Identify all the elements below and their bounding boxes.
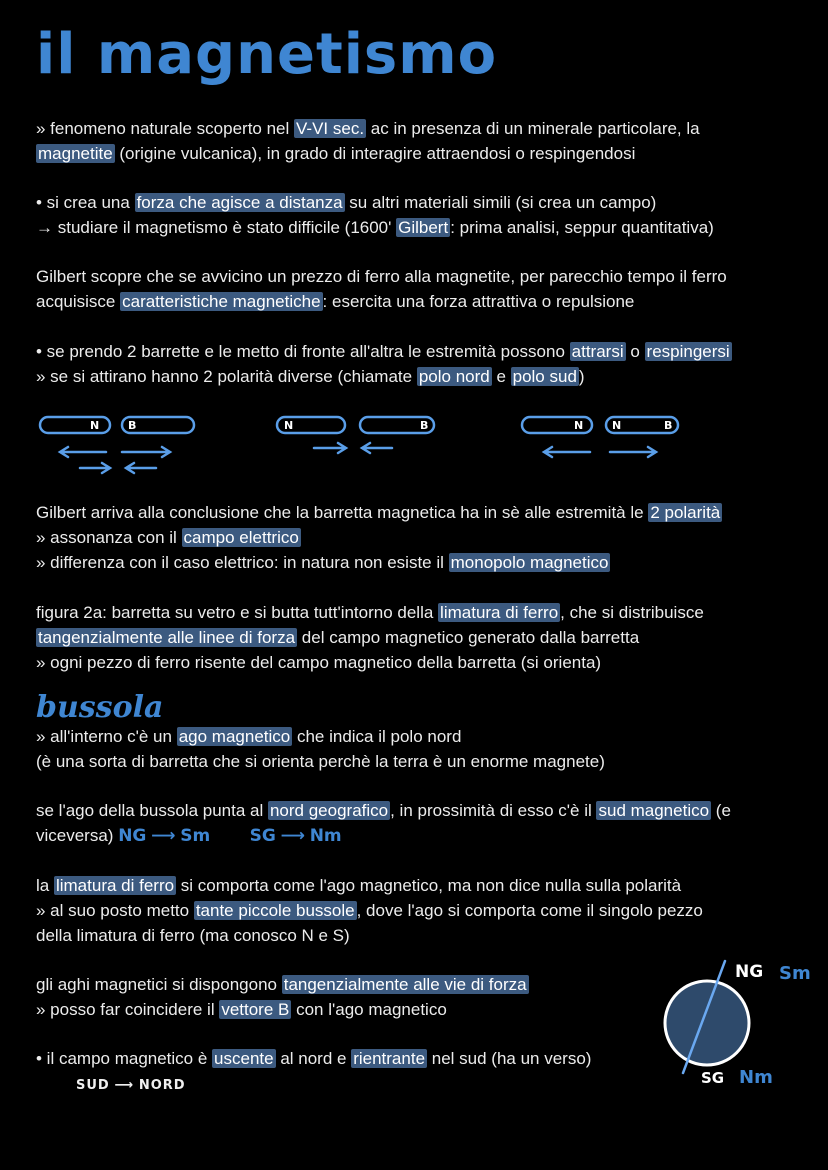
- highlight: sud magnetico: [598, 801, 710, 820]
- earth-circle: [665, 981, 749, 1065]
- highlight: campo elettrico: [183, 528, 299, 547]
- arrow-right-icon: ⟶: [280, 826, 305, 846]
- nord-label: NORD: [138, 1078, 186, 1093]
- arrow-left-icon: [544, 447, 590, 457]
- arrow-right-icon: ⟶: [114, 1078, 135, 1093]
- pole-label: N: [574, 419, 584, 432]
- arrow-right-icon: [122, 447, 170, 457]
- paragraph-figure: figura 2a: barretta su vetro e si butta tutt'intorno della limatura di ferro , che si distribuisce tangenzialmente alle linee di forza del campo magnetico generato dalla barretta » ogni pezzo di ferro risente del campo magnetico della barretta (si orienta): [36, 603, 704, 672]
- ng-label: NG: [118, 826, 147, 846]
- highlight: tangenzialmente alle vie di forza: [283, 975, 527, 994]
- arrow-left-icon: [362, 443, 392, 453]
- pole-label: B: [664, 419, 673, 432]
- paragraph-limatura: la limatura di ferro si comporta come l'ago magnetico, ma non dice nulla sulla polarità » al suo posto metto tante piccole bussole , dove l'ago si comporta come il singolo pezzo della limatura di ferro (ma conosco N e S): [36, 876, 703, 945]
- highlight: tante piccole bussole: [195, 901, 355, 920]
- arrow-right-icon: [314, 443, 346, 453]
- arrow-left-icon: [60, 447, 106, 457]
- pole-label: N: [612, 419, 622, 432]
- paragraph-verso: • il campo magnetico è uscente al nord e rientrante nel sud (ha un verso) SUD ⟶ NORD: [36, 1049, 592, 1093]
- highlight: V-VI sec.: [296, 119, 365, 138]
- sm-label: Sm: [180, 826, 211, 846]
- highlight: monopolo magnetico: [450, 553, 609, 572]
- section-title-bussola: bussola: [36, 690, 164, 725]
- paragraph-bussola: » all'interno c'è un ago magnetico che indica il polo nord (è una sorta di barretta che si orienta perchè la terra è un enorme magnete): [36, 727, 605, 771]
- highlight: magnetite: [38, 144, 113, 163]
- pole-label: B: [128, 419, 137, 432]
- paragraph-poles: se l'ago della bussola punta al nord geografico , in prossimità di esso c'è il sud magnetico (e viceversa) NG ⟶ Sm SG ⟶ Nm: [36, 801, 731, 846]
- highlight: uscente: [214, 1049, 274, 1068]
- arrow-right-icon: [80, 463, 110, 473]
- arrow-right-icon: [610, 447, 656, 457]
- highlight: vettore B: [221, 1000, 290, 1019]
- paragraph-bars: • se prendo 2 barrette e le metto di fronte all'altra le estremità possono attrarsi o respingersi » se si attirano hanno 2 polarità diverse (chiamate polo nord e polo sud ): [36, 342, 730, 386]
- paragraph-force: • si crea una forza che agisce a distanza su altri materiali simili (si crea un campo) → studiare il magnetismo è stato difficile (1600' Gilbert : prima analisi, seppur quantitativa): [36, 193, 714, 237]
- paragraph-gilbert: Gilbert scopre che se avvicino un prezzo di ferro alla magnetite, per parecchio tempo il ferro acquisisce caratteristiche magnetiche : esercita una forza attrattiva o repulsione: [36, 267, 727, 311]
- highlight: polo nord: [418, 367, 490, 386]
- highlight: tangenzialmente alle linee di forza: [38, 628, 296, 647]
- highlight: forza che agisce a distanza: [136, 193, 343, 212]
- highlight: caratteristiche magnetiche: [122, 292, 321, 311]
- nm-label: Nm: [309, 826, 342, 846]
- pole-label: N: [90, 419, 100, 432]
- highlight: nord geografico: [269, 801, 389, 820]
- sg-label: SG: [249, 826, 276, 846]
- highlight: polo sud: [512, 367, 577, 386]
- highlight: respingersi: [646, 342, 730, 361]
- paragraph-aghi: gli aghi magnetici si dispongono tangenzialmente alle vie di forza » posso far coincidere il vettore B con l'ago magnetico: [36, 975, 527, 1019]
- earth-diagram: [655, 955, 820, 1095]
- ng-label: NG: [735, 962, 764, 982]
- arrow-right-icon: ⟶: [151, 826, 176, 846]
- highlight: Gilbert: [398, 218, 449, 237]
- sg-label: SG: [701, 1069, 725, 1087]
- arrow-left-icon: [126, 463, 156, 473]
- pole-label: N: [284, 419, 294, 432]
- magnets-diagram: [30, 405, 710, 480]
- highlight: limatura di ferro: [440, 603, 559, 622]
- nm-label: Nm: [739, 1067, 773, 1088]
- paragraph-intro: » fenomeno naturale scoperto nel V-VI sec. ac in presenza di un minerale particolare, la magnetite (origine vulcanica), in grado di interagire attraendosi o respingendosi: [36, 119, 700, 163]
- page-title: il magnetismo: [36, 22, 498, 87]
- pole-label: B: [420, 419, 429, 432]
- highlight: limatura di ferro: [55, 876, 175, 895]
- magnet-bar: [40, 417, 110, 433]
- sm-label: Sm: [779, 963, 811, 984]
- highlight: attrarsi: [571, 342, 624, 361]
- paragraph-conclusion: Gilbert arriva alla conclusione che la barretta magnetica ha in sè alle estremità le 2 polarità » assonanza con il campo elettrico » differenza con il caso elettrico: in natura non esiste il monopolo magnetico: [36, 503, 721, 572]
- highlight: 2 polarità: [650, 503, 721, 522]
- sud-label: SUD: [76, 1078, 110, 1093]
- highlight: ago magnetico: [178, 727, 291, 746]
- highlight: rientrante: [353, 1049, 426, 1068]
